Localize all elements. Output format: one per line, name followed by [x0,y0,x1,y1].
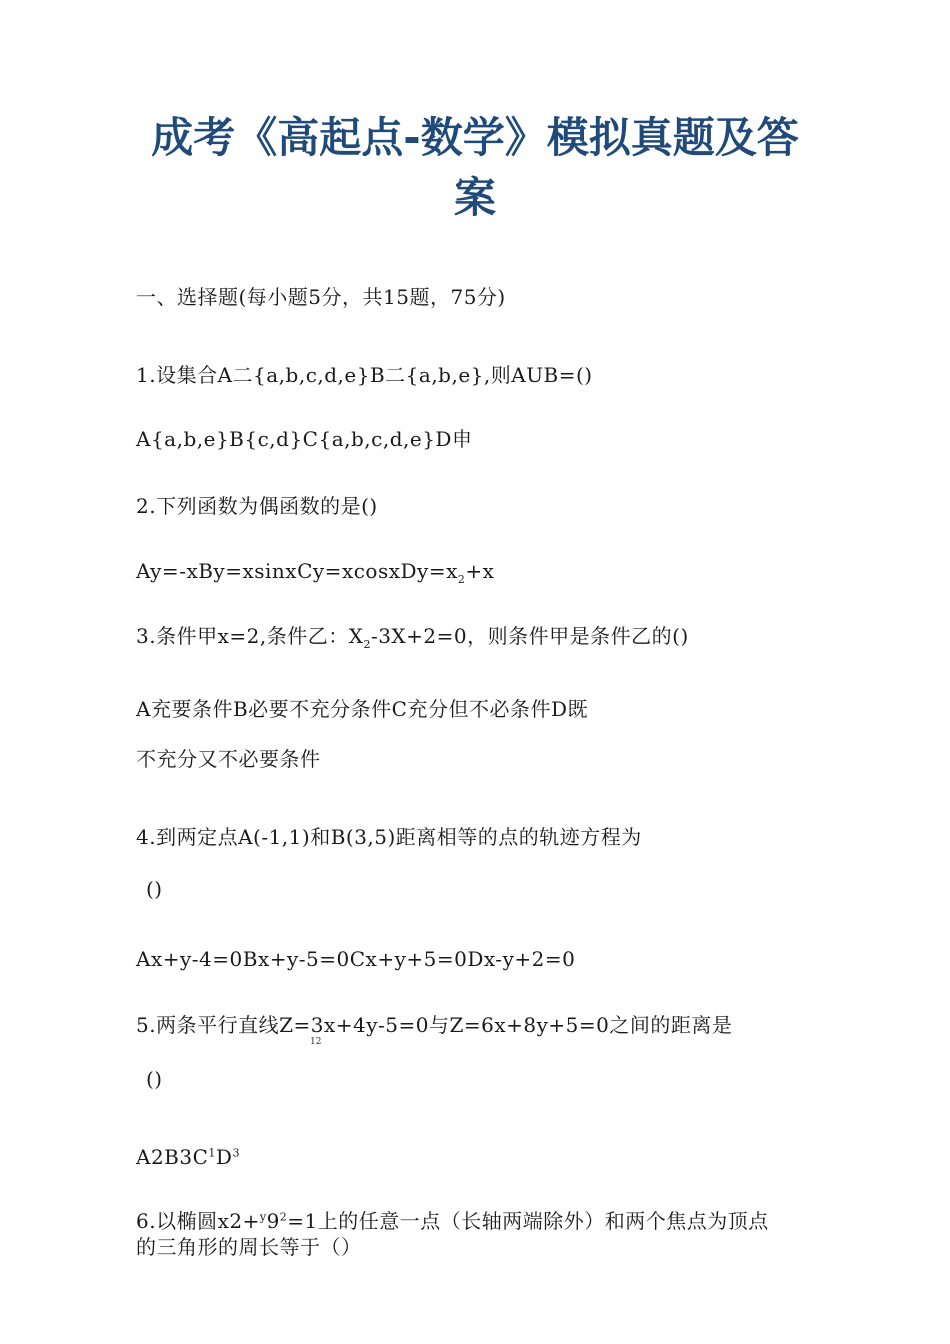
question-6-stem-line-2: 的三角形的周长等于（） [136,1235,362,1259]
question-4-answer-blank: () [146,877,163,901]
question-3-options-line-2: 不充分又不必要条件 [136,747,321,771]
question-5-d-superscript: 3 [232,1146,240,1160]
question-6-stem-nine: 9 [266,1209,280,1233]
question-3-stem-tail: -3X+2=0，则条件甲是条件乙的() [370,624,689,648]
question-4-options: Ax+y-4=0Bx+y-5=0Cx+y+5=0Dx-y+2=0 [136,947,576,971]
question-5-stem: 5.两条平行直线Z=3x+4y-5=0与Z=6x+8y+5=0之间的距离是 [136,1013,733,1037]
question-2-options [136,558,494,584]
title-line-1: 成考《高起点-数学》模拟真题及答 [151,113,799,162]
question-5-options-text: A2B3C [136,1145,209,1169]
question-1-stem: 1.设集合A二{a,b,c,d,e}B二{a,b,e},则AUB=() [136,363,593,387]
document-title [60,108,890,228]
question-6-stem-text: 6.以椭圆x2+ [136,1209,260,1233]
question-3-options-line-1: A充要条件B必要不充分条件C充分但不必条件D既 [136,697,588,721]
section-heading: 一、选择题(每小题5分，共15题，75分) [136,285,506,309]
question-3-stem-text: 3.条件甲x=2,条件乙：X [136,624,364,648]
question-6-superscript-y: y [259,1210,267,1224]
question-6-stem-tail: =1上的任意一点（长轴两端除外）和两个焦点为顶点 [287,1209,769,1233]
question-6-superscript-2: 2 [279,1210,288,1224]
question-2-options-tail: +x [465,559,495,583]
question-5-answer-blank: () [146,1067,163,1091]
question-3-stem [136,623,689,649]
question-5-option-d: D [215,1145,233,1169]
question-3-subscript: 2 [363,638,371,651]
question-4-stem: 4.到两定点A(-1,1)和B(3,5)距离相等的点的轨迹方程为 [136,825,642,849]
question-1-options: A{a,b,e}B{c,d}C{a,b,c,d,e}D申 [136,427,473,451]
question-2-stem: 2.下列函数为偶函数的是() [136,494,378,518]
question-5-c-superscript: 1 [208,1146,216,1160]
title-line-2: 案 [453,173,496,222]
question-2-options-text: Ay=-xBy=xsinxCy=xcosxDy=x [136,559,458,583]
question-5-small-label: 12 [310,1037,322,1047]
question-2-subscript: 2 [457,573,466,586]
question-5-options [136,1144,240,1170]
question-6-stem [136,1208,769,1234]
